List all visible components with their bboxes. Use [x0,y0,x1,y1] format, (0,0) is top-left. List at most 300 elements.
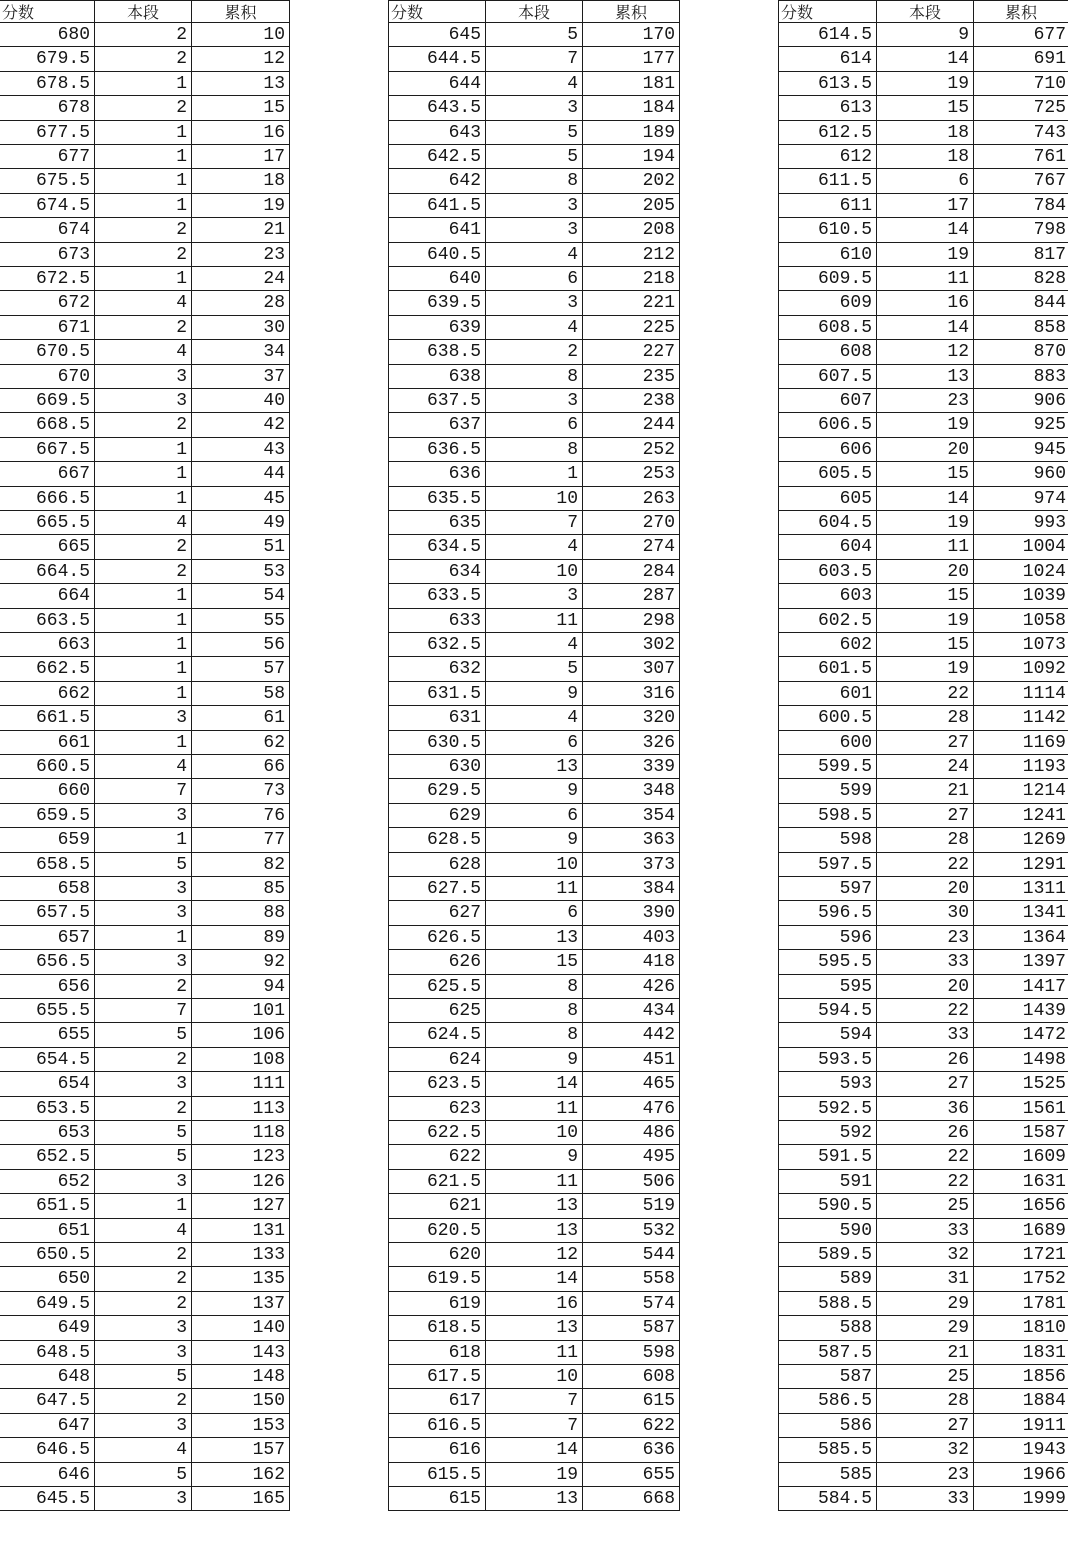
segment-count-cell: 14 [486,1072,583,1097]
score-table-2 [388,0,680,1511]
cumulative-cell: 150 [192,1389,290,1414]
segment-count-cell: 12 [877,340,974,365]
cumulative-cell: 1689 [974,1219,1068,1243]
score-cell: 670 [0,365,95,389]
table-row [388,706,680,731]
score-cell: 600 [778,731,877,755]
table-row [0,218,290,243]
segment-count-cell: 6 [877,169,974,194]
cumulative-cell: 202 [583,169,680,194]
segment-count-cell: 4 [95,755,192,779]
table-row [388,23,680,47]
score-cell: 636.5 [388,438,486,462]
segment-count-cell: 3 [95,1414,192,1438]
score-cell: 664.5 [0,560,95,584]
table-row [0,804,290,828]
segment-count-cell: 1 [95,633,192,657]
segment-count-cell: 3 [95,1170,192,1194]
score-cell: 674.5 [0,194,95,218]
score-cell: 646.5 [0,1438,95,1463]
cumulative-cell: 123 [192,1145,290,1170]
table-row [778,511,1068,535]
cumulative-cell: 135 [192,1267,290,1292]
table-row [0,633,290,657]
table-row [388,828,680,853]
cumulative-cell: 77 [192,828,290,853]
score-cell: 588.5 [778,1292,877,1316]
table-row [0,657,290,682]
score-cell: 662.5 [0,657,95,682]
score-cell: 624.5 [388,1023,486,1048]
table-row [388,560,680,584]
score-cell: 655.5 [0,999,95,1023]
table-row [388,731,680,755]
cumulative-cell: 767 [974,169,1068,194]
cumulative-cell: 162 [192,1463,290,1487]
cumulative-cell: 784 [974,194,1068,218]
score-cell: 615 [388,1487,486,1511]
header-cumulative: 累积 [974,0,1068,23]
table-row [388,169,680,194]
segment-count-cell: 3 [95,950,192,975]
segment-count-cell: 6 [486,413,583,438]
score-cell: 647.5 [0,1389,95,1414]
score-cell: 598 [778,828,877,853]
cumulative-cell: 108 [192,1048,290,1072]
score-cell: 668.5 [0,413,95,438]
table-row [388,682,680,706]
cumulative-cell: 61 [192,706,290,731]
score-cell: 621 [388,1194,486,1219]
cumulative-cell: 194 [583,145,680,169]
segment-count-cell: 7 [486,47,583,72]
segment-count-cell: 2 [95,1389,192,1414]
table-row [0,1170,290,1194]
segment-count-cell: 1 [95,657,192,682]
cumulative-cell: 828 [974,267,1068,291]
cumulative-cell: 1856 [974,1365,1068,1389]
cumulative-cell: 92 [192,950,290,975]
cumulative-cell: 883 [974,365,1068,389]
table-row [778,1121,1068,1145]
table-row [778,1145,1068,1170]
score-cell: 661 [0,731,95,755]
header-score: 分数 [778,0,877,23]
segment-count-cell: 2 [486,340,583,365]
table-row [0,243,290,267]
segment-count-cell: 28 [877,1389,974,1414]
segment-count-cell: 20 [877,560,974,584]
score-cell: 600.5 [778,706,877,731]
table-row [388,96,680,121]
segment-count-cell: 1 [486,462,583,487]
table-row [778,438,1068,462]
segment-count-cell: 19 [877,72,974,96]
cumulative-cell: 1214 [974,779,1068,804]
segment-count-cell: 14 [877,47,974,72]
header-score: 分数 [0,0,95,23]
table-row [0,1316,290,1341]
table-row [778,487,1068,511]
score-cell: 617 [388,1389,486,1414]
segment-count-cell: 14 [486,1267,583,1292]
cumulative-cell: 1498 [974,1048,1068,1072]
score-cell: 611 [778,194,877,218]
score-cell: 590.5 [778,1194,877,1219]
score-cell: 618.5 [388,1316,486,1341]
segment-count-cell: 27 [877,731,974,755]
cumulative-cell: 1024 [974,560,1068,584]
segment-count-cell: 3 [486,291,583,316]
segment-count-cell: 17 [877,194,974,218]
table-row [388,1170,680,1194]
cumulative-cell: 544 [583,1243,680,1267]
table-row [388,975,680,999]
segment-count-cell: 5 [95,1365,192,1389]
cumulative-cell: 451 [583,1048,680,1072]
table-row [0,487,290,511]
cumulative-cell: 55 [192,609,290,633]
cumulative-cell: 62 [192,731,290,755]
score-cell: 589.5 [778,1243,877,1267]
cumulative-cell: 844 [974,291,1068,316]
table-row [0,1365,290,1389]
score-cell: 647 [0,1414,95,1438]
table-row [778,975,1068,999]
table-row [778,1243,1068,1267]
table-row [388,413,680,438]
table-row [0,1341,290,1365]
table-row [0,1267,290,1292]
table-row [0,340,290,365]
segment-count-cell: 18 [877,121,974,145]
score-cell: 624 [388,1048,486,1072]
segment-count-cell: 13 [877,365,974,389]
table-row [778,1023,1068,1048]
segment-count-cell: 5 [95,1023,192,1048]
table-row [0,72,290,96]
score-cell: 594.5 [778,999,877,1023]
score-cell: 620.5 [388,1219,486,1243]
segment-count-cell: 1 [95,169,192,194]
score-cell: 627 [388,901,486,926]
cumulative-cell: 495 [583,1145,680,1170]
table-row [0,731,290,755]
cumulative-cell: 1472 [974,1023,1068,1048]
score-cell: 651 [0,1219,95,1243]
score-cell: 627.5 [388,877,486,901]
table-row [0,194,290,218]
score-cell: 587.5 [778,1341,877,1365]
score-cell: 638 [388,365,486,389]
segment-count-cell: 3 [95,365,192,389]
cumulative-cell: 1831 [974,1341,1068,1365]
table-row [778,804,1068,828]
cumulative-cell: 221 [583,291,680,316]
table-row [778,389,1068,413]
score-cell: 654 [0,1072,95,1097]
score-cell: 605 [778,487,877,511]
segment-count-cell: 4 [95,511,192,535]
cumulative-cell: 1417 [974,975,1068,999]
segment-count-cell: 4 [95,1438,192,1463]
cumulative-cell: 274 [583,535,680,560]
table-row [778,1048,1068,1072]
cumulative-cell: 434 [583,999,680,1023]
segment-count-cell: 4 [95,340,192,365]
segment-count-cell: 1 [95,731,192,755]
score-cell: 639.5 [388,291,486,316]
score-cell: 625 [388,999,486,1023]
cumulative-cell: 320 [583,706,680,731]
segment-count-cell: 11 [486,877,583,901]
cumulative-cell: 1039 [974,584,1068,609]
score-table-3 [778,0,1068,1511]
score-cell: 633.5 [388,584,486,609]
table-row [778,1292,1068,1316]
cumulative-cell: 1169 [974,731,1068,755]
cumulative-cell: 101 [192,999,290,1023]
table-row [0,584,290,609]
cumulative-cell: 10 [192,23,290,47]
segment-count-cell: 1 [95,267,192,291]
cumulative-cell: 993 [974,511,1068,535]
table-row [388,462,680,487]
cumulative-cell: 227 [583,340,680,365]
segment-count-cell: 1 [95,72,192,96]
segment-count-cell: 3 [95,804,192,828]
table-row [0,755,290,779]
segment-count-cell: 13 [486,1194,583,1219]
cumulative-cell: 88 [192,901,290,926]
cumulative-cell: 42 [192,413,290,438]
table-row [0,1414,290,1438]
segment-count-cell: 3 [95,901,192,926]
score-cell: 639 [388,316,486,340]
cumulative-cell: 1058 [974,609,1068,633]
score-cell: 601.5 [778,657,877,682]
cumulative-cell: 235 [583,365,680,389]
segment-count-cell: 7 [486,511,583,535]
segment-count-cell: 29 [877,1316,974,1341]
table-row [0,121,290,145]
segment-count-cell: 13 [486,1316,583,1341]
segment-count-cell: 27 [877,1414,974,1438]
cumulative-cell: 691 [974,47,1068,72]
score-cell: 635.5 [388,487,486,511]
table-row [0,609,290,633]
cumulative-cell: 1911 [974,1414,1068,1438]
score-cell: 638.5 [388,340,486,365]
segment-count-cell: 5 [95,1463,192,1487]
score-cell: 622.5 [388,1121,486,1145]
table-row [778,609,1068,633]
table-row [0,901,290,926]
score-cell: 626 [388,950,486,975]
cumulative-cell: 57 [192,657,290,682]
segment-count-cell: 27 [877,1072,974,1097]
table-row [778,194,1068,218]
segment-count-cell: 30 [877,901,974,926]
segment-count-cell: 13 [486,926,583,950]
table-row [388,1341,680,1365]
cumulative-cell: 54 [192,584,290,609]
score-cell: 645.5 [0,1487,95,1511]
table-row [388,584,680,609]
score-cell: 663 [0,633,95,657]
score-cell: 595 [778,975,877,999]
score-cell: 622 [388,1145,486,1170]
table-row [388,1414,680,1438]
cumulative-cell: 574 [583,1292,680,1316]
score-cell: 658 [0,877,95,901]
score-cell: 630 [388,755,486,779]
cumulative-cell: 40 [192,389,290,413]
cumulative-cell: 12 [192,47,290,72]
segment-count-cell: 3 [95,706,192,731]
score-cell: 665 [0,535,95,560]
score-cell: 630.5 [388,731,486,755]
cumulative-cell: 1397 [974,950,1068,975]
header-row [388,0,680,23]
table-row [388,487,680,511]
score-cell: 649 [0,1316,95,1341]
table-row [388,316,680,340]
cumulative-cell: 817 [974,243,1068,267]
cumulative-cell: 34 [192,340,290,365]
cumulative-cell: 465 [583,1072,680,1097]
cumulative-cell: 133 [192,1243,290,1267]
table-row [0,926,290,950]
cumulative-cell: 384 [583,877,680,901]
cumulative-cell: 157 [192,1438,290,1463]
table-row [778,72,1068,96]
score-cell: 652 [0,1170,95,1194]
cumulative-cell: 1291 [974,853,1068,877]
score-cell: 592.5 [778,1097,877,1121]
cumulative-cell: 113 [192,1097,290,1121]
segment-count-cell: 11 [486,609,583,633]
score-cell: 659.5 [0,804,95,828]
segment-count-cell: 2 [95,1097,192,1121]
score-cell: 667 [0,462,95,487]
score-cell: 607 [778,389,877,413]
score-cell: 614.5 [778,23,877,47]
segment-count-cell: 11 [877,535,974,560]
score-cell: 679.5 [0,47,95,72]
header-row [778,0,1068,23]
segment-count-cell: 1 [95,609,192,633]
score-cell: 632.5 [388,633,486,657]
score-cell: 603 [778,584,877,609]
score-cell: 602.5 [778,609,877,633]
table-row [0,975,290,999]
header-segment-count: 本段 [95,0,192,23]
score-cell: 619.5 [388,1267,486,1292]
score-cell: 677 [0,145,95,169]
segment-count-cell: 1 [95,584,192,609]
segment-count-cell: 9 [486,779,583,804]
table-row [778,999,1068,1023]
score-cell: 661.5 [0,706,95,731]
score-cell: 616 [388,1438,486,1463]
table-row [388,218,680,243]
table-row [778,828,1068,853]
score-table-1 [0,0,290,1511]
cumulative-cell: 307 [583,657,680,682]
table-row [778,1170,1068,1194]
score-cell: 585.5 [778,1438,877,1463]
segment-count-cell: 32 [877,1438,974,1463]
score-cell: 660.5 [0,755,95,779]
table-row [388,511,680,535]
segment-count-cell: 14 [877,316,974,340]
cumulative-cell: 761 [974,145,1068,169]
segment-count-cell: 2 [95,243,192,267]
cumulative-cell: 1752 [974,1267,1068,1292]
segment-count-cell: 31 [877,1267,974,1292]
table-row [778,853,1068,877]
score-cell: 644.5 [388,47,486,72]
cumulative-cell: 743 [974,121,1068,145]
cumulative-cell: 23 [192,243,290,267]
segment-count-cell: 2 [95,413,192,438]
segment-count-cell: 6 [486,901,583,926]
score-cell: 607.5 [778,365,877,389]
header-segment-count: 本段 [486,0,583,23]
score-cell: 656 [0,975,95,999]
score-cell: 671 [0,316,95,340]
score-cell: 678 [0,96,95,121]
cumulative-cell: 870 [974,340,1068,365]
table-row [778,1316,1068,1341]
score-cell: 640 [388,267,486,291]
segment-count-cell: 4 [486,316,583,340]
segment-count-cell: 15 [877,462,974,487]
score-cell: 675.5 [0,169,95,194]
table-row [388,1219,680,1243]
table-row [778,1487,1068,1511]
segment-count-cell: 3 [95,389,192,413]
segment-count-cell: 5 [486,23,583,47]
table-row [388,779,680,804]
score-cell: 629.5 [388,779,486,804]
cumulative-cell: 44 [192,462,290,487]
table-row [778,1365,1068,1389]
segment-count-cell: 8 [486,365,583,389]
score-cell: 587 [778,1365,877,1389]
score-cell: 597.5 [778,853,877,877]
cumulative-cell: 858 [974,316,1068,340]
score-cell: 650.5 [0,1243,95,1267]
score-cell: 652.5 [0,1145,95,1170]
table-row [778,218,1068,243]
cumulative-cell: 925 [974,413,1068,438]
segment-count-cell: 26 [877,1048,974,1072]
score-cell: 631 [388,706,486,731]
table-row [388,853,680,877]
segment-count-cell: 5 [95,1121,192,1145]
table-row [388,1194,680,1219]
segment-count-cell: 3 [486,584,583,609]
score-cell: 588 [778,1316,877,1341]
cumulative-cell: 1269 [974,828,1068,853]
table-row [388,1048,680,1072]
score-cell: 613.5 [778,72,877,96]
cumulative-cell: 1073 [974,633,1068,657]
cumulative-cell: 58 [192,682,290,706]
table-row [388,1463,680,1487]
